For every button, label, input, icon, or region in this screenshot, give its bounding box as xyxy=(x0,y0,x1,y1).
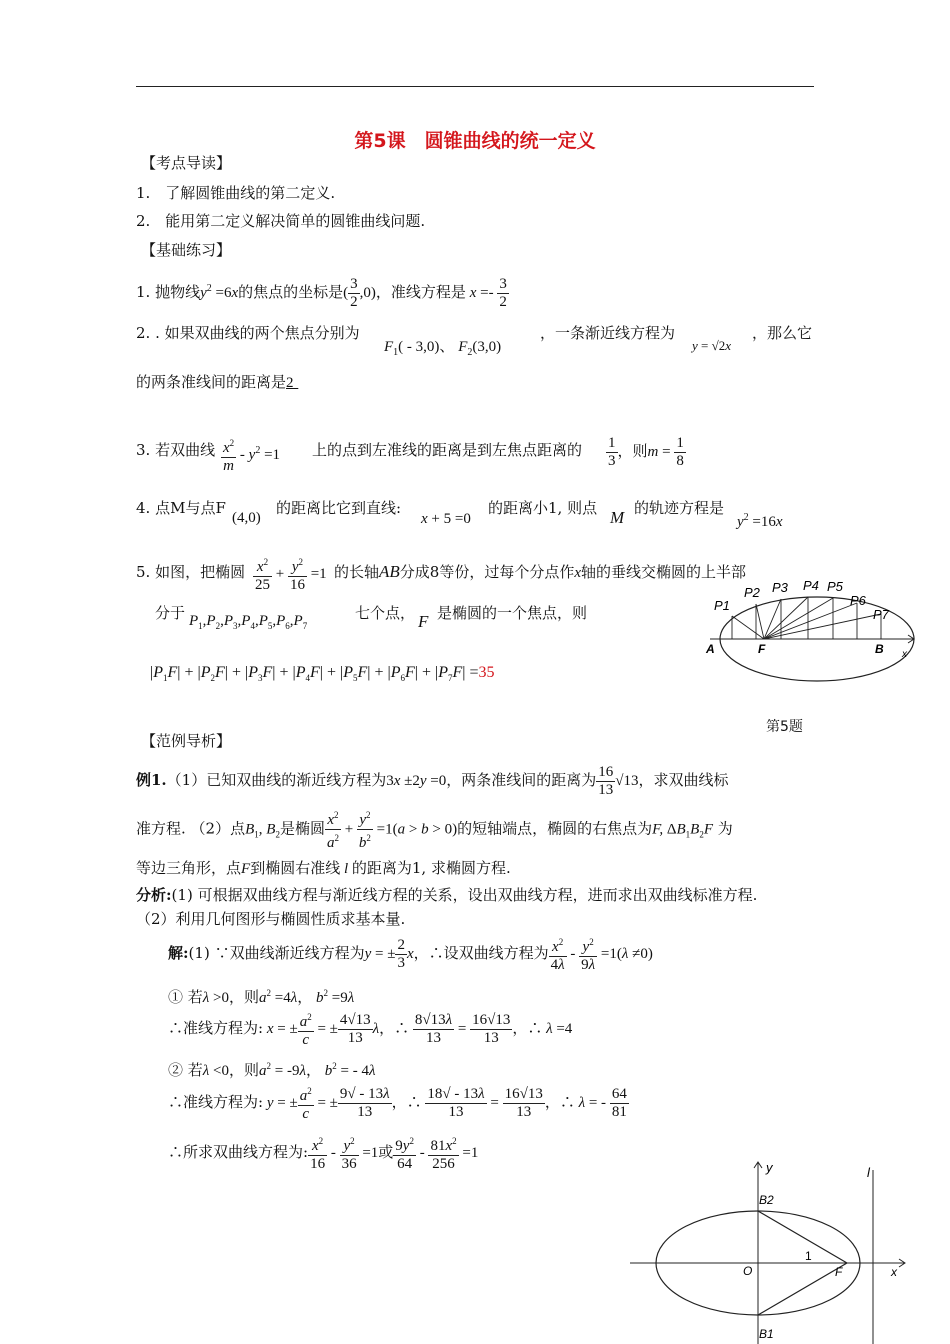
fig2-label-l: l xyxy=(867,1165,870,1180)
question-5-mid4: 七个点， xyxy=(355,604,416,622)
solution-result: ∴所求双曲线方程为: $\frac{x^2}{16}$ - $\frac{y^2}{36}$ =1或 $\frac{9y^2}{64}$ - $\frac{81x^2}{256}$ =1 xyxy=(168,1132,478,1173)
example-1-line1: 例1.（1）已知双曲线的渐近线方程为3x ±2y =0，两条准线间的距离为 $\frac{16}{13}$ √13，求双曲线标 xyxy=(136,763,729,798)
section-basic: 【基础练习】 xyxy=(141,241,232,259)
fig5-label-P5: P5 xyxy=(827,579,843,594)
figure-5-ellipse xyxy=(700,575,925,695)
question-5-pre: 5. 如图，把椭圆 xyxy=(136,563,246,581)
question-5-mid5: 是椭圆的一个焦点，则 xyxy=(437,604,588,622)
question-4-mid3: 的轨迹方程是 xyxy=(634,499,725,517)
fig2-label-x: x xyxy=(891,1265,897,1279)
question-2: 2. . 如果双曲线的两个焦点分别为 xyxy=(136,324,360,342)
question-2-foci: $F_1( - 3,0)$、 $F_2(3,0)$ xyxy=(384,337,502,358)
fig2-label-O: O xyxy=(743,1264,753,1278)
question-3-pre: 3. 若双曲线 xyxy=(136,441,216,459)
analysis-line2: （2）利用几何图形与椭圆性质求基本量. xyxy=(136,910,406,928)
guide-item-1: 1. 了解圆锥曲线的第二定义. xyxy=(136,184,336,202)
section-example: 【范例导析】 xyxy=(141,732,232,750)
fig5-label-P3: P3 xyxy=(772,580,788,595)
fig5-label-P6: P6 xyxy=(850,593,866,608)
fig5-label-P1: P1 xyxy=(714,598,730,613)
question-4-point: (4,0) xyxy=(232,510,261,526)
top-rule xyxy=(136,86,814,87)
question-5-sum: $|P_1F| + |P_2F| + |P_3F| + |P_4F| + |P_5F| + |P_6F| + |P_7F| =35$ xyxy=(150,664,495,684)
question-5-F: F xyxy=(418,612,429,631)
figure-5-caption: 第5题 xyxy=(766,719,803,735)
fig5-label-P4: P4 xyxy=(803,578,819,593)
question-2-end: ，那么它 xyxy=(752,324,813,342)
analysis-line1: 分析:(1) 可根据双曲线方程与渐近线方程的关系，设出双曲线方程，进而求出双曲线标准方程. xyxy=(136,886,758,904)
fig5-label-P7: P7 xyxy=(873,607,889,622)
guide-item-2: 2. 能用第二定义解决简单的圆锥曲线问题. xyxy=(136,212,426,230)
figure-example-ellipse xyxy=(625,1150,925,1344)
question-4-answer: $y^2 =16x$ xyxy=(737,512,783,530)
fig2-label-1: 1 xyxy=(805,1249,812,1263)
solution-case1: ① 若λ >0，则$a^2 =4\lambda$， $b^2 =9\lambda$ xyxy=(168,988,355,1006)
question-5-ellipse: $\frac{x^2}{25}$ + $\frac{y^2}{16}$ =1 xyxy=(253,554,327,594)
question-4-M: M xyxy=(610,508,625,527)
question-4-mid2: 的距离小1, 则点 xyxy=(488,499,598,517)
question-4-mid: 的距离比它到直线: xyxy=(276,499,402,517)
fig2-label-F: F xyxy=(835,1265,843,1279)
question-3-frac: $\frac{1}{3}$ ，则m = $\frac{1}{8}$ xyxy=(608,434,684,469)
fig5-label-x: x xyxy=(902,649,907,660)
question-5-mid: 的长轴AB分成8等份，过每个分点作x轴的垂线交椭圆的上半部 xyxy=(334,562,747,581)
question-3-eq: $\frac{x^2}{m}$ - $y^2 =1$ xyxy=(221,432,280,475)
question-4-line: x + 5 =0 xyxy=(421,511,471,527)
question-5-points: $P_1,P_2,P_3,P_4,P_5,P_6,P_7$ xyxy=(189,613,308,631)
fig2-label-B1: B1 xyxy=(759,1327,774,1341)
solution-dir1: ∴准线方程为: x = ± $\frac{a^2}{c}$ = ± $\frac{4√13}{13}$ λ，∴ $\frac{8√13\lambda}{13}$ = $\frac{16√13}{13}$ ，∴ λ =4 xyxy=(168,1008,572,1049)
fig2-label-y: y xyxy=(766,1160,773,1175)
solution-line1: 解:(1) ∵双曲线渐近线方程为y = ± $\frac{2}{3}$ x，∴设双曲线方程为 $\frac{x^2}{4\lambda}$ - $\frac{y^2}{9\lambda}$ =1(λ ≠0) xyxy=(168,933,653,974)
question-2-line2: 的两条准线间的距离是2 xyxy=(136,373,294,391)
page-title: 第5课 圆锥曲线的统一定义 xyxy=(354,130,596,152)
question-2-asymptote: y = √2x xyxy=(692,338,732,353)
solution-dir2: ∴准线方程为: y = ± $\frac{a^2}{c}$ = ± $\frac{9√ - 13\lambda}{13}$ ，∴ $\frac{18√ - 13\lambda}{13}$ = $\frac{16√13}{13}$ ，∴ λ = - $\frac{64}{81}$ xyxy=(168,1082,629,1123)
question-1: 1. 抛物线$y^2 =6x$的焦点的坐标是( $\frac{3}{2}$ ,0)，准线方程是 x =- $\frac{3}{2}$ xyxy=(136,275,507,310)
example-1-line3: 等边三角形，点F到椭圆右准线 l 的距离为1, 求椭圆方程. xyxy=(136,859,511,877)
question-5-line2: 分于 xyxy=(155,604,186,622)
question-3-mid: 上的点到左准线的距离是到左焦点距离的 xyxy=(312,441,583,459)
example-1-line2: 准方程. （2）点$B_1$, $B_2$是椭圆 $\frac{x^2}{a^2}$ + $\frac{y^2}{b^2}$ =1(a > b > 0)的短轴端点，椭圆的右焦点为F, $\Delta B_1B_2F$ 为 xyxy=(136,807,733,855)
fig2-label-B2: B2 xyxy=(759,1193,774,1207)
solution-case2: ② 若λ <0，则$a^2 = -9\lambda$， $b^2$ = - 4λ xyxy=(168,1061,376,1079)
fig5-label-B: B xyxy=(875,642,884,656)
fig5-label-A: A xyxy=(706,642,715,656)
fig5-label-F: F xyxy=(758,642,766,656)
fig5-label-P2: P2 xyxy=(744,585,760,600)
section-guide: 【考点导读】 xyxy=(141,154,232,172)
question-4-pre: 4. 点M与点F xyxy=(136,499,226,517)
question-2-mid: ，一条渐近线方程为 xyxy=(540,324,676,342)
